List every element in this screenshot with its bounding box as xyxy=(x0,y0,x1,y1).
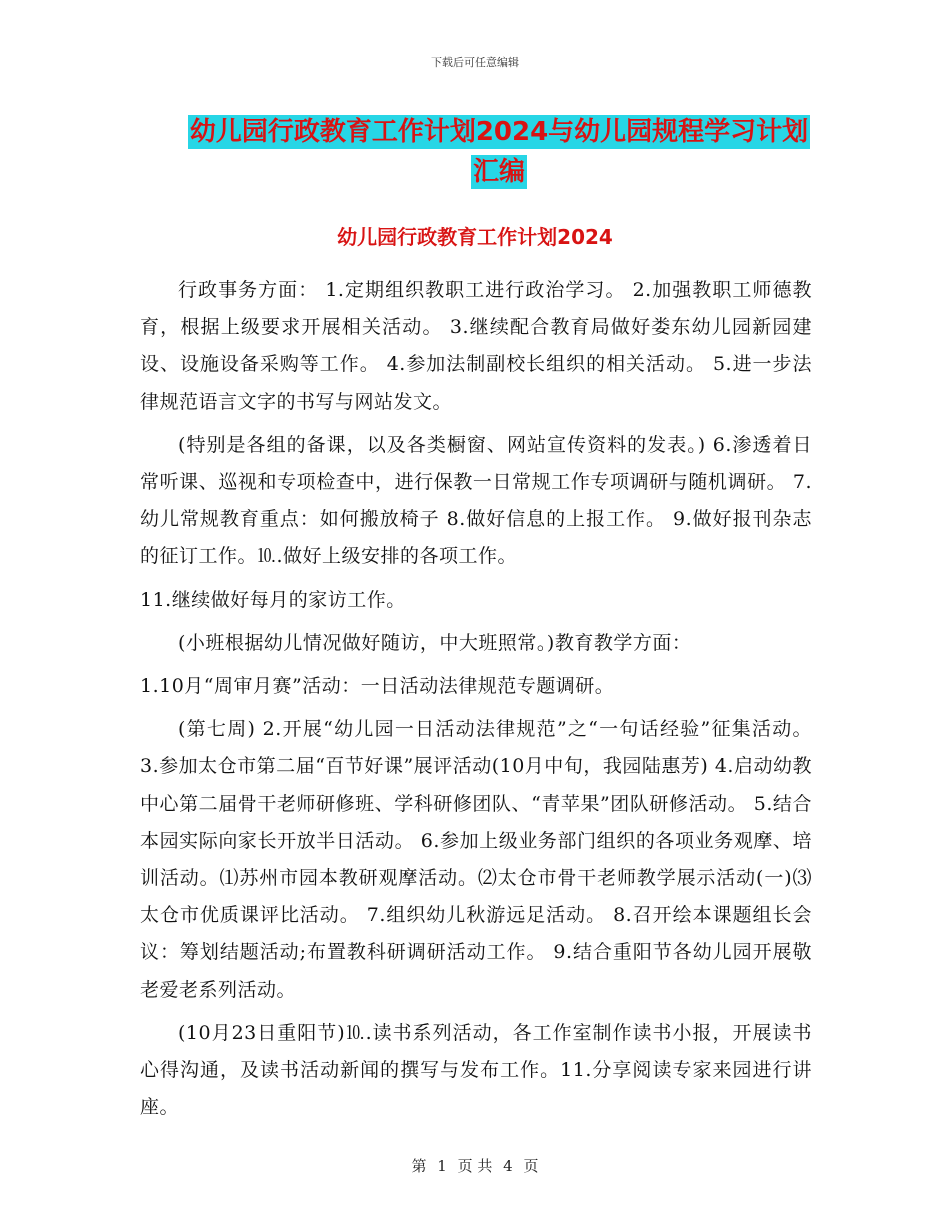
footer-page-current: 1 xyxy=(437,1157,447,1175)
document-title-line-1 xyxy=(140,110,858,154)
footer-page-total: 4 xyxy=(503,1157,513,1175)
footer-mid: 页 共 xyxy=(457,1157,493,1175)
document-body xyxy=(140,272,812,1132)
paragraph-teaching-activities: (第七周) 2.开展“幼儿园一日活动法律规范”之“一句话经验”征集活动。 3.参加太仓市第二届“百节好课”展评活动(10月中旬，我园陆惠芳) 4.启动幼教中心第二届骨干老师研修班、学科研修团队、“青苹果”团队研修活动。 5.结合本园实际向家长开放半日活动。 6.参加上级业务部门组织的各项业务观摩、培训活动。⑴苏州市园本教研观摩活动。⑵太仓市骨干老师教学展示活动(一)⑶太仓市优质课评比活动。 7.组织幼儿秋游远足活动。 8.召开绘本课题组长会议：筹划结题活动;布置教科研调研活动工作。 9.结合重阳节各幼儿园开展敬老爱老系列活动。 xyxy=(140,718,812,1001)
footer-prefix: 第 xyxy=(411,1157,427,1175)
paragraph-october-review: 1.10月“周审月赛”活动：一日活动法律规范专题调研。 xyxy=(140,675,615,698)
paragraph-admin-details: (特别是各组的备课，以及各类橱窗、网站宣传资料的发表。) 6.渗透着日常听课、巡视和专项检查中，进行保教一日常规工作专项调研与随机调研。 7.幼儿常规教育重点：如何搬放椅子 8.做好信息的上报工作。 9.做好报刊杂志的征订工作。⒑.做好上级安排的各项工作。 xyxy=(140,433,812,568)
footer-suffix: 页 xyxy=(523,1157,539,1175)
document-title-line-2 xyxy=(140,150,858,194)
paragraph-admin-affairs: 行政事务方面： 1.定期组织教职工进行政治学习。 2.加强教职工师德教育，根据上级要求开展相关活动。 3.继续配合教育局做好娄东幼儿园新园建设、设施设备采购等工作。 4.参加法制副校长组织的相关活动。 5.进一步法律规范语言文字的书写与网站发文。 xyxy=(140,279,812,413)
paragraph-class-visits: (小班根据幼儿情况做好随访，中大班照常。)教育教学方面： xyxy=(178,631,692,654)
section-title: 幼儿园行政教育工作计划2024 xyxy=(337,225,613,249)
paragraph-reading-activities: (10月23日重阳节)⒑.读书系列活动，各工作室制作读书小报，开展读书心得沟通，及读书活动新闻的撰写与发布工作。11.分享阅读专家来园进行讲座。 xyxy=(140,1021,812,1119)
document-title-text-1: 幼儿园行政教育工作计划2024与幼儿园规程学习计划 xyxy=(189,117,809,147)
page-footer xyxy=(0,1155,950,1176)
paragraph-home-visits: 11.继续做好每月的家访工作。 xyxy=(140,588,406,611)
header-note: 下载后可任意编辑 xyxy=(431,56,519,69)
document-title-text-2: 汇编 xyxy=(472,157,525,187)
